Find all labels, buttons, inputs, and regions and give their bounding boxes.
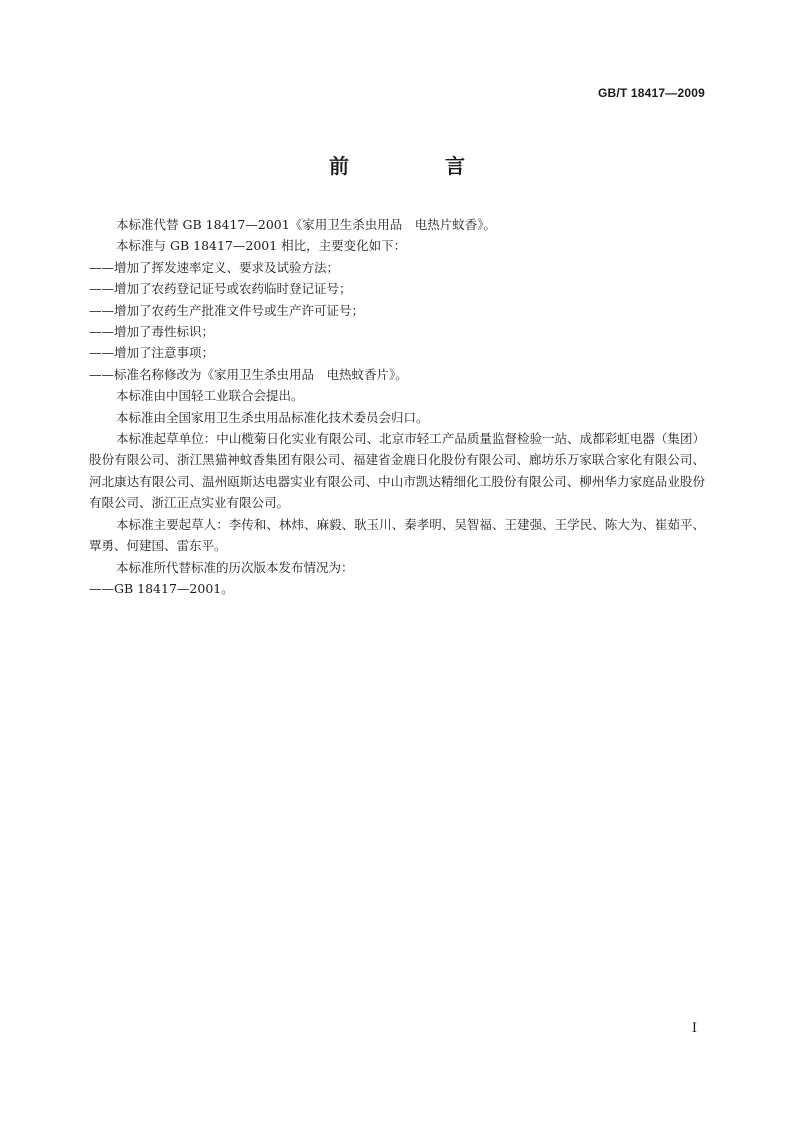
page-title: 前 言: [329, 154, 503, 178]
list-item-change: ——增加了注意事项；: [89, 345, 215, 361]
paragraph-drafting-units: 本标准起草单位：中山榄菊日化实业有限公司、北京市轻工产品质量监督检验一站、成都彩虹电器（集团）股份有限公司、浙江黑猫神蚊香集团有限公司、福建省金鹿日化股份有限公司、廊坊乐万家联合家化有限公司、河北康达有限公司、温州瓯斯达电器实业有限公司、中山市凯达精细化工股份有限公司、柳州华力家庭品业股份有限公司、浙江正点实业有限公司。: [89, 431, 705, 511]
paragraph-replaces: 本标准代替 GB 18417—2001《家用卫生杀虫用品 电热片蚊香》。: [116, 217, 496, 232]
list-item-change: ——增加了农药生产批准文件号或生产许可证号；: [89, 302, 365, 318]
paragraph-previous-editions: 本标准所代替标准的历次版本发布情况为：: [116, 559, 354, 575]
page-number: I: [691, 1021, 697, 1036]
paragraph-proposer: 本标准由中国轻工业联合会提出。: [116, 388, 304, 404]
paragraph-administrator: 本标准由全国家用卫生杀虫用品标准化技术委员会归口。: [116, 409, 429, 425]
list-item-edition: ——GB 18417—2001。: [89, 580, 234, 596]
list-item-change: ——标准名称修改为《家用卫生杀虫用品 电热蚊香片》。: [89, 366, 408, 382]
foreword-body: [89, 214, 705, 599]
standard-code: GB/T 18417—2009: [597, 86, 705, 100]
paragraph-drafters: 本标准主要起草人：李传和、林炜、麻毅、耿玉川、秦孝明、吴智福、王建强、王学民、陈大为、崔茹平、覃勇、何建国、雷东平。: [89, 516, 705, 554]
list-item-change: ——增加了挥发速率定义、要求及试验方法；: [89, 259, 340, 275]
paragraph-changes-intro: 本标准与 GB 18417—2001 相比，主要变化如下：: [116, 238, 407, 254]
list-item-change: ——增加了农药登记证号或农药临时登记证号；: [89, 281, 352, 297]
list-item-change: ——增加了毒性标识；: [89, 324, 215, 340]
